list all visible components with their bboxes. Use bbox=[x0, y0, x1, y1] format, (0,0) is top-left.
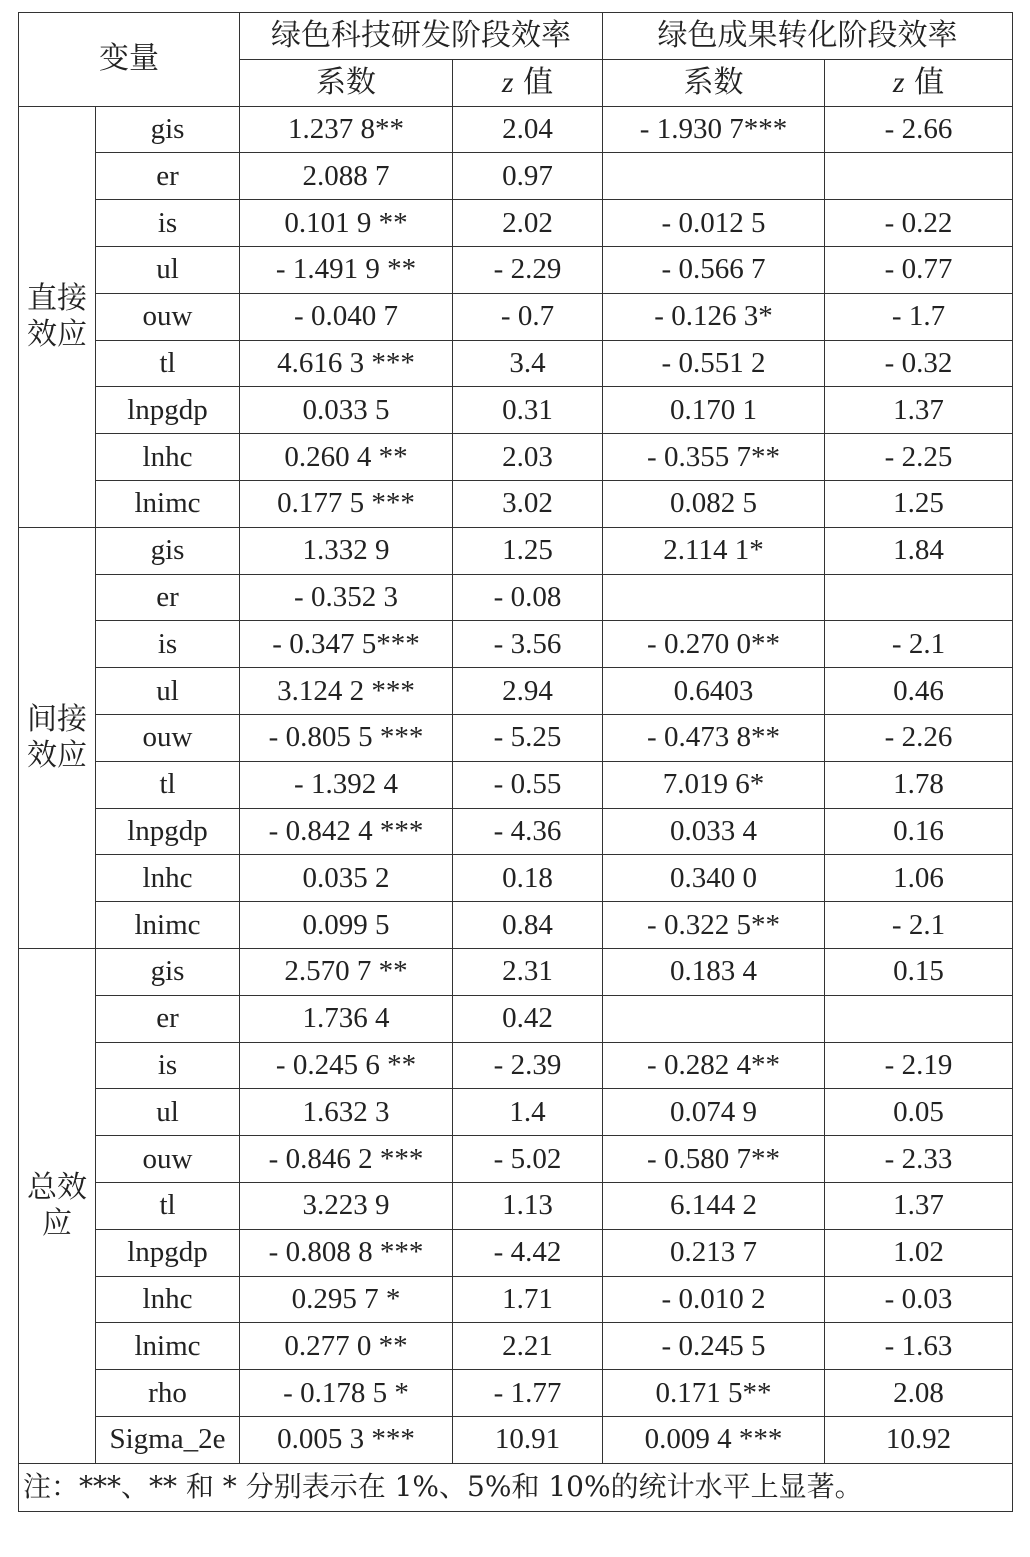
z-suffix: 值 bbox=[904, 64, 945, 100]
stage1-z-cell: 2.31 bbox=[453, 948, 603, 995]
variable-name-cell: lnimc bbox=[96, 902, 240, 949]
stage2-z-cell: 1.25 bbox=[825, 480, 1013, 527]
stage2-z-cell: 0.05 bbox=[825, 1089, 1013, 1136]
stage1-coef-cell: 1.332 9 bbox=[240, 527, 453, 574]
stage1-coef-cell: 0.099 5 bbox=[240, 902, 453, 949]
stage2-coef-cell: 7.019 6* bbox=[603, 761, 825, 808]
stage1-coef-cell: 0.005 3 *** bbox=[240, 1416, 453, 1463]
variable-name-cell: lnhc bbox=[96, 434, 240, 481]
stage1-coef-cell: - 0.808 8 *** bbox=[240, 1229, 453, 1276]
stage2-coef-cell: 0.213 7 bbox=[603, 1229, 825, 1276]
stage1-coef-cell: - 0.352 3 bbox=[240, 574, 453, 621]
table-row bbox=[19, 106, 1013, 153]
stage1-z-cell: - 4.36 bbox=[453, 808, 603, 855]
variable-name-cell: lnimc bbox=[96, 1323, 240, 1370]
stage1-header: 绿色科技研发阶段效率 bbox=[240, 13, 603, 60]
stage2-z-cell: 2.08 bbox=[825, 1370, 1013, 1417]
stage2-z-cell: 0.46 bbox=[825, 668, 1013, 715]
stage2-coef-cell: 0.033 4 bbox=[603, 808, 825, 855]
stage2-coef-cell: - 0.012 5 bbox=[603, 200, 825, 247]
stage2-coef-cell: - 0.126 3* bbox=[603, 293, 825, 340]
stage2-z-cell: 1.78 bbox=[825, 761, 1013, 808]
stage1-z-cell: 10.91 bbox=[453, 1416, 603, 1463]
stage2-coef-cell: - 0.566 7 bbox=[603, 246, 825, 293]
stage2-z-cell: - 1.7 bbox=[825, 293, 1013, 340]
stage2-z-cell: 1.02 bbox=[825, 1229, 1013, 1276]
variable-name-cell: ul bbox=[96, 246, 240, 293]
stage2-coef-cell: - 0.322 5** bbox=[603, 902, 825, 949]
stage2-coef-cell: 0.171 5** bbox=[603, 1370, 825, 1417]
stage2-header: 绿色成果转化阶段效率 bbox=[603, 13, 1013, 60]
variable-name-cell: gis bbox=[96, 106, 240, 153]
stage1-z-cell: - 3.56 bbox=[453, 621, 603, 668]
stage2-coef-cell: 0.183 4 bbox=[603, 948, 825, 995]
table-row bbox=[19, 480, 1013, 527]
variable-name-cell: rho bbox=[96, 1370, 240, 1417]
stage2-coef-cell: 0.082 5 bbox=[603, 480, 825, 527]
stage2-z-cell: 1.06 bbox=[825, 855, 1013, 902]
stage1-z-header bbox=[453, 59, 603, 106]
stage1-coef-cell: - 0.846 2 *** bbox=[240, 1136, 453, 1183]
stage1-coef-cell: 1.237 8** bbox=[240, 106, 453, 153]
stage1-coef-cell: 0.035 2 bbox=[240, 855, 453, 902]
stage2-coef-cell: - 0.270 0** bbox=[603, 621, 825, 668]
variable-name-cell: lnhc bbox=[96, 855, 240, 902]
stage2-coef-cell: - 0.473 8** bbox=[603, 714, 825, 761]
stage1-z-cell: 0.97 bbox=[453, 153, 603, 200]
stage2-coef-cell: - 0.010 2 bbox=[603, 1276, 825, 1323]
stage2-coef-cell: - 1.930 7*** bbox=[603, 106, 825, 153]
variable-name-cell: ul bbox=[96, 668, 240, 715]
variable-name-cell: is bbox=[96, 1042, 240, 1089]
table-row bbox=[19, 1370, 1013, 1417]
stage1-z-cell: - 5.25 bbox=[453, 714, 603, 761]
variable-name-cell: Sigma_2e bbox=[96, 1416, 240, 1463]
variable-name-cell: ul bbox=[96, 1089, 240, 1136]
variable-name-cell: is bbox=[96, 200, 240, 247]
note-row bbox=[19, 1463, 1013, 1511]
spatial-effects-table bbox=[18, 12, 1013, 1512]
stage2-coef-cell: 0.009 4 *** bbox=[603, 1416, 825, 1463]
stage2-coef-header: 系数 bbox=[603, 59, 825, 106]
table-row bbox=[19, 1182, 1013, 1229]
table-row bbox=[19, 1229, 1013, 1276]
stage2-coef-cell: - 0.580 7** bbox=[603, 1136, 825, 1183]
stage1-coef-cell: - 0.805 5 *** bbox=[240, 714, 453, 761]
table-row bbox=[19, 246, 1013, 293]
stage1-coef-cell: 0.260 4 ** bbox=[240, 434, 453, 481]
stage1-z-cell: - 1.77 bbox=[453, 1370, 603, 1417]
stage2-z-cell: 1.37 bbox=[825, 387, 1013, 434]
variable-name-cell: ouw bbox=[96, 293, 240, 340]
stage1-coef-cell: - 0.842 4 *** bbox=[240, 808, 453, 855]
stage1-z-cell: 1.71 bbox=[453, 1276, 603, 1323]
stage2-coef-cell: - 0.551 2 bbox=[603, 340, 825, 387]
stage1-z-cell: 0.18 bbox=[453, 855, 603, 902]
variable-name-cell: lnpgdp bbox=[96, 808, 240, 855]
stage1-z-cell: - 2.39 bbox=[453, 1042, 603, 1089]
stage2-z-cell: - 2.33 bbox=[825, 1136, 1013, 1183]
table-row bbox=[19, 1136, 1013, 1183]
regression-table-container bbox=[18, 12, 1012, 1512]
stage1-coef-cell: 0.101 9 ** bbox=[240, 200, 453, 247]
stage2-z-cell: - 0.32 bbox=[825, 340, 1013, 387]
table-body bbox=[19, 106, 1013, 1463]
variable-name-cell: er bbox=[96, 574, 240, 621]
z-letter: z bbox=[892, 65, 905, 99]
stage2-z-cell: - 2.26 bbox=[825, 714, 1013, 761]
variable-name-cell: gis bbox=[96, 948, 240, 995]
stage1-coef-cell: - 0.347 5*** bbox=[240, 621, 453, 668]
table-row bbox=[19, 387, 1013, 434]
stage2-z-cell: - 1.63 bbox=[825, 1323, 1013, 1370]
table-row bbox=[19, 761, 1013, 808]
z-suffix: 值 bbox=[513, 64, 554, 100]
table-row bbox=[19, 1276, 1013, 1323]
stage1-z-cell: - 2.29 bbox=[453, 246, 603, 293]
table-row bbox=[19, 1042, 1013, 1089]
stage1-coef-cell: 2.088 7 bbox=[240, 153, 453, 200]
stage1-coef-cell: - 1.491 9 ** bbox=[240, 246, 453, 293]
stage1-coef-cell: - 1.392 4 bbox=[240, 761, 453, 808]
variable-name-cell: lnpgdp bbox=[96, 1229, 240, 1276]
stage1-coef-cell: 0.277 0 ** bbox=[240, 1323, 453, 1370]
stage2-z-cell bbox=[825, 153, 1013, 200]
stage2-z-cell: - 0.22 bbox=[825, 200, 1013, 247]
stage1-coef-cell: 0.033 5 bbox=[240, 387, 453, 434]
table-row bbox=[19, 714, 1013, 761]
stage1-coef-header: 系数 bbox=[240, 59, 453, 106]
stage2-coef-cell bbox=[603, 153, 825, 200]
table-row bbox=[19, 293, 1013, 340]
table-row bbox=[19, 434, 1013, 481]
stage2-z-cell bbox=[825, 995, 1013, 1042]
stage2-coef-cell: - 0.245 5 bbox=[603, 1323, 825, 1370]
header-row-1 bbox=[19, 13, 1013, 60]
stage2-coef-cell bbox=[603, 574, 825, 621]
stage1-coef-cell: 3.223 9 bbox=[240, 1182, 453, 1229]
stage2-z-cell: 1.84 bbox=[825, 527, 1013, 574]
stage1-z-cell: 1.25 bbox=[453, 527, 603, 574]
stage1-z-cell: - 0.55 bbox=[453, 761, 603, 808]
variable-name-cell: tl bbox=[96, 340, 240, 387]
table-row bbox=[19, 574, 1013, 621]
variable-name-cell: ouw bbox=[96, 714, 240, 761]
variable-name-cell: lnhc bbox=[96, 1276, 240, 1323]
stage2-z-cell: - 0.77 bbox=[825, 246, 1013, 293]
stage2-z-cell: - 2.66 bbox=[825, 106, 1013, 153]
stage2-z-cell: - 2.25 bbox=[825, 434, 1013, 481]
stage2-z-cell: 0.15 bbox=[825, 948, 1013, 995]
variable-name-cell: lnimc bbox=[96, 480, 240, 527]
table-row bbox=[19, 808, 1013, 855]
stage1-z-cell: - 5.02 bbox=[453, 1136, 603, 1183]
variable-name-cell: tl bbox=[96, 761, 240, 808]
stage2-coef-cell: 0.074 9 bbox=[603, 1089, 825, 1136]
table-row bbox=[19, 902, 1013, 949]
stage2-coef-cell bbox=[603, 995, 825, 1042]
table-row bbox=[19, 200, 1013, 247]
stage1-z-cell: 2.03 bbox=[453, 434, 603, 481]
stage1-coef-cell: 0.295 7 * bbox=[240, 1276, 453, 1323]
stage1-z-cell: 2.21 bbox=[453, 1323, 603, 1370]
stage1-z-cell: - 4.42 bbox=[453, 1229, 603, 1276]
stage1-coef-cell: 1.632 3 bbox=[240, 1089, 453, 1136]
stage1-z-cell: 2.04 bbox=[453, 106, 603, 153]
stage1-z-cell: - 0.08 bbox=[453, 574, 603, 621]
stage1-coef-cell: 2.570 7 ** bbox=[240, 948, 453, 995]
stage1-z-cell: - 0.7 bbox=[453, 293, 603, 340]
table-row bbox=[19, 621, 1013, 668]
variable-name-cell: er bbox=[96, 995, 240, 1042]
stage2-z-cell: - 2.1 bbox=[825, 621, 1013, 668]
stage2-coef-cell: 0.170 1 bbox=[603, 387, 825, 434]
stage2-z-cell: 10.92 bbox=[825, 1416, 1013, 1463]
effect-group-label: 直接效应 bbox=[19, 106, 96, 527]
table-row bbox=[19, 855, 1013, 902]
table-note: 注：***、** 和 * 分别表示在 1%、5%和 10%的统计水平上显著。 bbox=[19, 1463, 1013, 1511]
stage2-z-cell: 0.16 bbox=[825, 808, 1013, 855]
stage1-coef-cell: - 0.245 6 ** bbox=[240, 1042, 453, 1089]
variable-name-cell: gis bbox=[96, 527, 240, 574]
stage1-z-cell: 2.94 bbox=[453, 668, 603, 715]
stage2-coef-cell: 2.114 1* bbox=[603, 527, 825, 574]
stage2-coef-cell: - 0.355 7** bbox=[603, 434, 825, 481]
stage2-coef-cell: 0.6403 bbox=[603, 668, 825, 715]
stage1-coef-cell: 1.736 4 bbox=[240, 995, 453, 1042]
variable-name-cell: lnpgdp bbox=[96, 387, 240, 434]
stage2-z-cell: - 2.1 bbox=[825, 902, 1013, 949]
table-row bbox=[19, 995, 1013, 1042]
stage1-coef-cell: 3.124 2 *** bbox=[240, 668, 453, 715]
table-row bbox=[19, 340, 1013, 387]
stage1-z-cell: 0.42 bbox=[453, 995, 603, 1042]
variable-name-cell: tl bbox=[96, 1182, 240, 1229]
stage1-coef-cell: - 0.040 7 bbox=[240, 293, 453, 340]
table-row bbox=[19, 948, 1013, 995]
stage1-z-cell: 0.84 bbox=[453, 902, 603, 949]
table-row bbox=[19, 527, 1013, 574]
stage2-coef-cell: - 0.282 4** bbox=[603, 1042, 825, 1089]
stage1-coef-cell: - 0.178 5 * bbox=[240, 1370, 453, 1417]
stage1-coef-cell: 0.177 5 *** bbox=[240, 480, 453, 527]
stage1-z-cell: 1.13 bbox=[453, 1182, 603, 1229]
stage2-z-cell bbox=[825, 574, 1013, 621]
stage2-coef-cell: 0.340 0 bbox=[603, 855, 825, 902]
stage2-z-cell: - 0.03 bbox=[825, 1276, 1013, 1323]
variable-name-cell: ouw bbox=[96, 1136, 240, 1183]
stage1-z-cell: 3.02 bbox=[453, 480, 603, 527]
variable-header: 变量 bbox=[19, 13, 240, 107]
stage2-coef-cell: 6.144 2 bbox=[603, 1182, 825, 1229]
table-row bbox=[19, 668, 1013, 715]
table-row bbox=[19, 153, 1013, 200]
stage1-z-cell: 3.4 bbox=[453, 340, 603, 387]
variable-name-cell: er bbox=[96, 153, 240, 200]
stage1-z-cell: 1.4 bbox=[453, 1089, 603, 1136]
effect-group-label: 总效应 bbox=[19, 948, 96, 1463]
stage2-z-cell: - 2.19 bbox=[825, 1042, 1013, 1089]
effect-group-label: 间接效应 bbox=[19, 527, 96, 948]
table-row bbox=[19, 1089, 1013, 1136]
z-letter: z bbox=[501, 65, 514, 99]
stage2-z-header bbox=[825, 59, 1013, 106]
table-row bbox=[19, 1416, 1013, 1463]
stage1-z-cell: 0.31 bbox=[453, 387, 603, 434]
stage2-z-cell: 1.37 bbox=[825, 1182, 1013, 1229]
stage1-coef-cell: 4.616 3 *** bbox=[240, 340, 453, 387]
stage1-z-cell: 2.02 bbox=[453, 200, 603, 247]
table-row bbox=[19, 1323, 1013, 1370]
variable-name-cell: is bbox=[96, 621, 240, 668]
